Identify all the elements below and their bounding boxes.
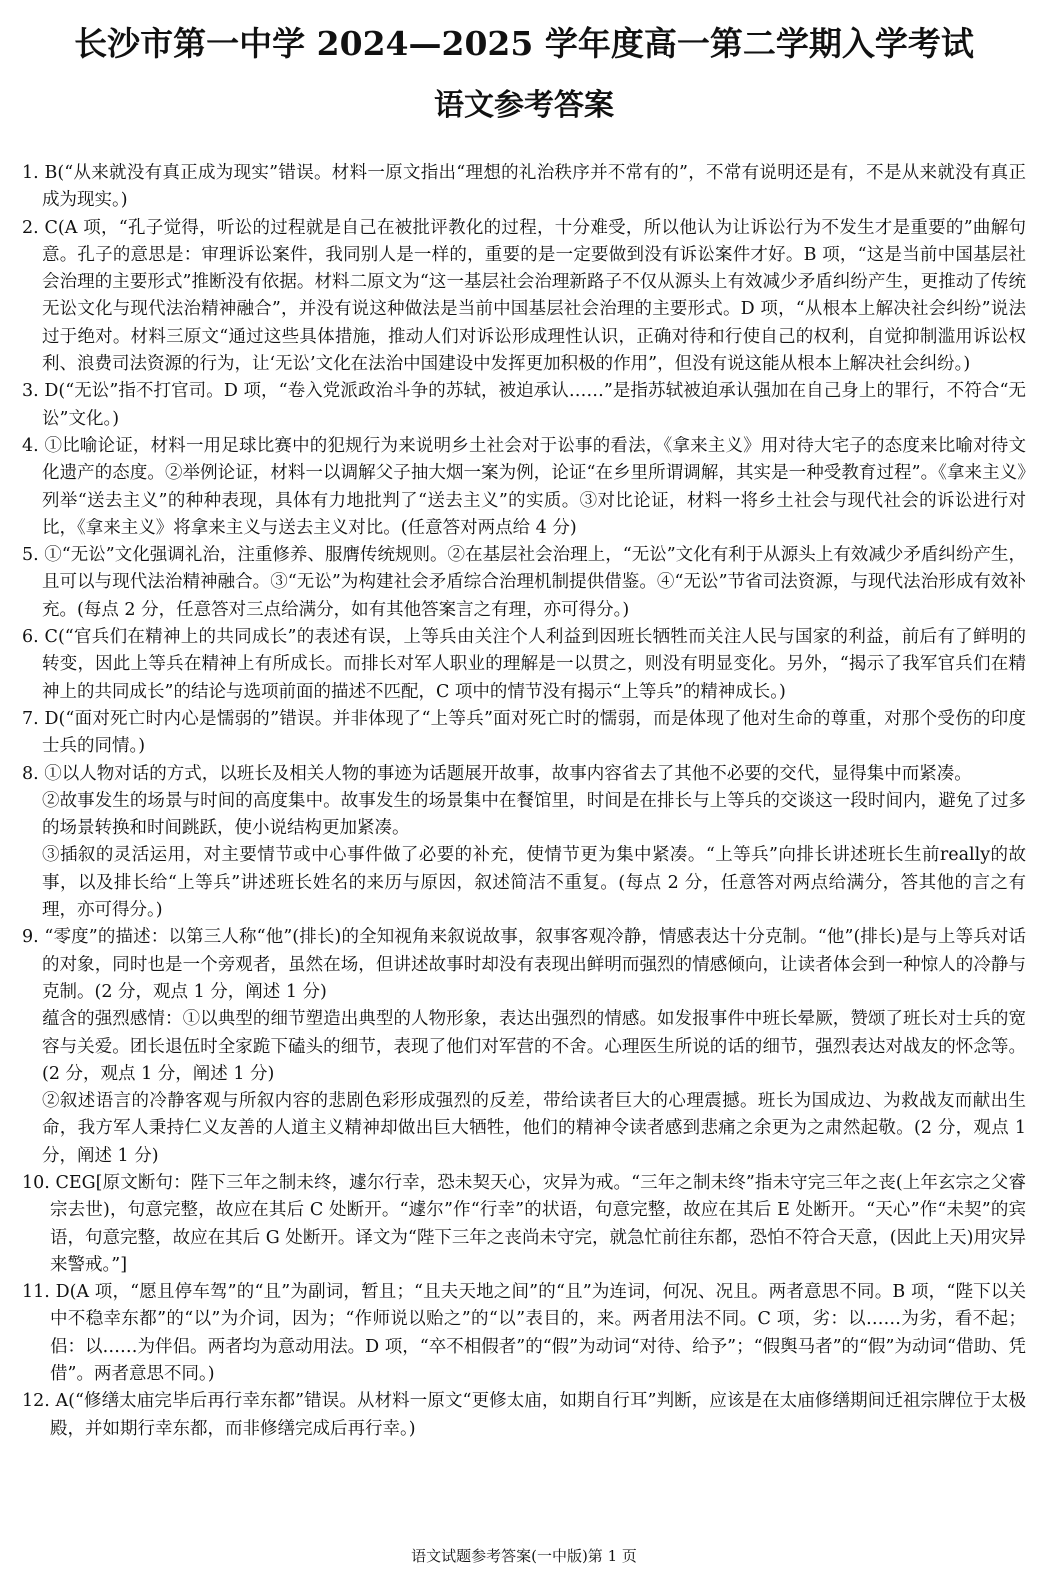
exam-title: 长沙市第一中学 2024—2025 学年度高一第二学期入学考试 xyxy=(74,24,974,63)
answer-11: 11. D(A 项，“愿且停车驾”的“且”为副词，暂且；“且夫天地之间”的“且”为连词，何况、况且。两者意思不同。B 项，“陛下以关中不稳幸东都”的“以”为介词，因为；“作师说以贻之”的“以”表目的，来。两者用法不同。C 项，劣：以……为劣，看不起；侣：以……为伴侣。两者均为意动用法。D 项，“卒不相假者”的“假”为动词“对待、给予”；“假舆马者”的“假”为动词“借助、凭借”。两者意思不同。) xyxy=(22,1282,1026,1385)
answer-9-part-2: 蕴含的强烈感情：①以典型的细节塑造出典型的人物形象，表达出强烈的情感。如发报事件中班长晕厥，赞颂了班长对士兵的宽容与关爱。团长退伍时全家跪下磕头的细节，表现了他们对军营的不舍。心理医生所说的话的细节，强烈表达对战友的怀念等。(2 分，观点 1 分，阐述 1 分) xyxy=(42,1009,1026,1084)
answer-list xyxy=(22,160,1026,1443)
answer-8-point-1: 8. ①以人物对话的方式，以班长及相关人物的事迹为话题展开故事，故事内容省去了其他不必要的交代，显得集中而紧凑。 xyxy=(22,763,972,784)
answer-2: 2. C(A 项，“孔子觉得，听讼的过程就是自己在被批评教化的过程，十分难受，所以他认为让诉讼行为不发生才是重要的”曲解句意。孔子的意思是：审理诉讼案件，我同别人是一样的，重要的是一定要做到没有诉讼案件才好。B 项，“这是当前中国基层社会治理的主要形式”推断没有依据。材料二原文为“这一基层社会治理新路子不仅从源头上有效减少矛盾纠纷产生，更推动了传统无讼文化与现代法治精神融合”，并没有说这种做法是当前中国基层社会治理的主要形式。D 项，“从根本上解决社会纠纷”说法过于绝对。材料三原文“通过这些具体措施，推动人们对诉讼形成理性认识，正确对待和行使自己的权利，自觉抑制滥用诉讼权利、浪费司法资源的行为，让‘无讼’文化在法治中国建设中发挥更加积极的作用”，但没有说这能从根本上解决社会纠纷。) xyxy=(22,217,1026,375)
answer-9-part-1: 9. “零度”的描述：以第三人称“他”(排长)的全知视角来叙说故事，叙事客观冷静，情感表达十分克制。“他”(排长)是与上等兵对话的对象，同时也是一个旁观者，虽然在场，但讲述故事时却没有表现出鲜明而强烈的情感倾向，让读者体会到一种惊人的冷静与克制。(2 分，观点 1 分，阐述 1 分) xyxy=(22,927,1026,1002)
answer-4: 4. ①比喻论证，材料一用足球比赛中的犯规行为来说明乡土社会对于讼事的看法，《拿来主义》用对待大宅子的态度来比喻对待文化遗产的态度。②举例论证，材料一以调解父子抽大烟一案为例，论证“在乡里所谓调解，其实是一种受教育过程”。《拿来主义》列举“送去主义”的种种表现，具体有力地批判了“送去主义”的实质。③对比论证，材料一将乡土社会与现代社会的诉讼进行对比，《拿来主义》将拿来主义与送去主义对比。(任意答对两点给 4 分) xyxy=(22,435,1026,538)
answer-12: 12. A(“修缮太庙完毕后再行幸东都”错误。从材料一原文“更修太庙，如期自行耳”判断，应该是在太庙修缮期间迁祖宗牌位于太极殿，并如期行幸东都，而非修缮完成后再行幸。) xyxy=(22,1391,1026,1439)
answer-6: 6. C(“官兵们在精神上的共同成长”的表述有误，上等兵由关注个人利益到因班长牺牲而关注人民与国家的利益，前后有了鲜明的转变，因此上等兵在精神上有所成长。而排长对军人职业的理解是一以贯之，则没有明显变化。另外，“揭示了我军官兵们在精神上的共同成长”的结论与选项前面的描述不匹配，C 项中的情节没有揭示“上等兵”的精神成长。) xyxy=(22,627,1026,702)
answer-7: 7. D(“面对死亡时内心是懦弱的”错误。并非体现了“上等兵”面对死亡时的懦弱，而是体现了他对生命的尊重，对那个受伤的印度士兵的同情。) xyxy=(22,708,1026,757)
answer-10: 10. CEG[原文断句：陛下三年之制未终，遽尔行幸，恐未契天心，灾异为戒。“三年之制未终”指未守完三年之丧(上年玄宗之父睿宗去世)，句意完整，故应在其后 C 处断开。“遽尔”作“行幸”的状语，句意完整，故应在其后 E 处断开。“天心”作“未契”的宾语，句意完整，故应在其后 G 处断开。译文为“陛下三年之丧尚未守完，就急忙前往东都，恐怕不符合天意，(因此上天)用灾异来警戒。”] xyxy=(22,1172,1026,1275)
answer-5: 5. ①“无讼”文化强调礼治，注重修养、服膺传统规则。②在基层社会治理上，“无讼”文化有利于从源头上有效减少矛盾纠纷产生，且可以与现代法治精神融合。③“无讼”为构建社会矛盾综合治理机制提供借鉴。④“无讼”节省司法资源，与现代法治形成有效补充。(每点 2 分，任意答对三点给满分，如有其他答案言之有理，亦可得分。) xyxy=(22,545,1026,620)
answer-3: 3. D(“无讼”指不打官司。D 项，“卷入党派政治斗争的苏轼，被迫承认……”是指苏轼被迫承认强加在自己身上的罪行，不符合“无讼”文化。) xyxy=(22,381,1026,429)
answer-key-subtitle: 语文参考答案 xyxy=(434,88,614,123)
answer-8-point-2: ②故事发生的场景与时间的高度集中。故事发生的场景集中在餐馆里，时间是在排长与上等兵的交谈这一段时间内，避免了过多的场景转换和时间跳跃，使小说结构更加紧凑。 xyxy=(42,790,1026,839)
answer-1: 1. B(“从来就没有真正成为现实”错误。材料一原文指出“理想的礼治秩序并不常有的”，不常有说明还是有，不是从来就没有真正成为现实。) xyxy=(22,163,1026,211)
page-footer: 语文试题参考答案(一中版)第 1 页 xyxy=(411,1547,637,1565)
answer-8-point-3: ③插叙的灵活运用，对主要情节或中心事件做了必要的补充，使情节更为集中紧凑。“上等兵”向排长讲述班长生前really的故事，以及排长给“上等兵”讲述班长姓名的来历与原因，叙述简洁不重复。(每点 2 分，任意答对两点给满分，答其他的言之有理，亦可得分。) xyxy=(42,845,1026,921)
answer-9-part-3: ②叙述语言的冷静客观与所叙内容的悲剧色彩形成强烈的反差，带给读者巨大的心理震撼。班长为国成边、为救战友而献出生命，我方军人秉持仁义友善的人道主义精神却做出巨大牺牲，他们的精神令读者感到悲痛之余更为之肃然起敬。(2 分，观点 1 分，阐述 1 分) xyxy=(42,1091,1026,1166)
